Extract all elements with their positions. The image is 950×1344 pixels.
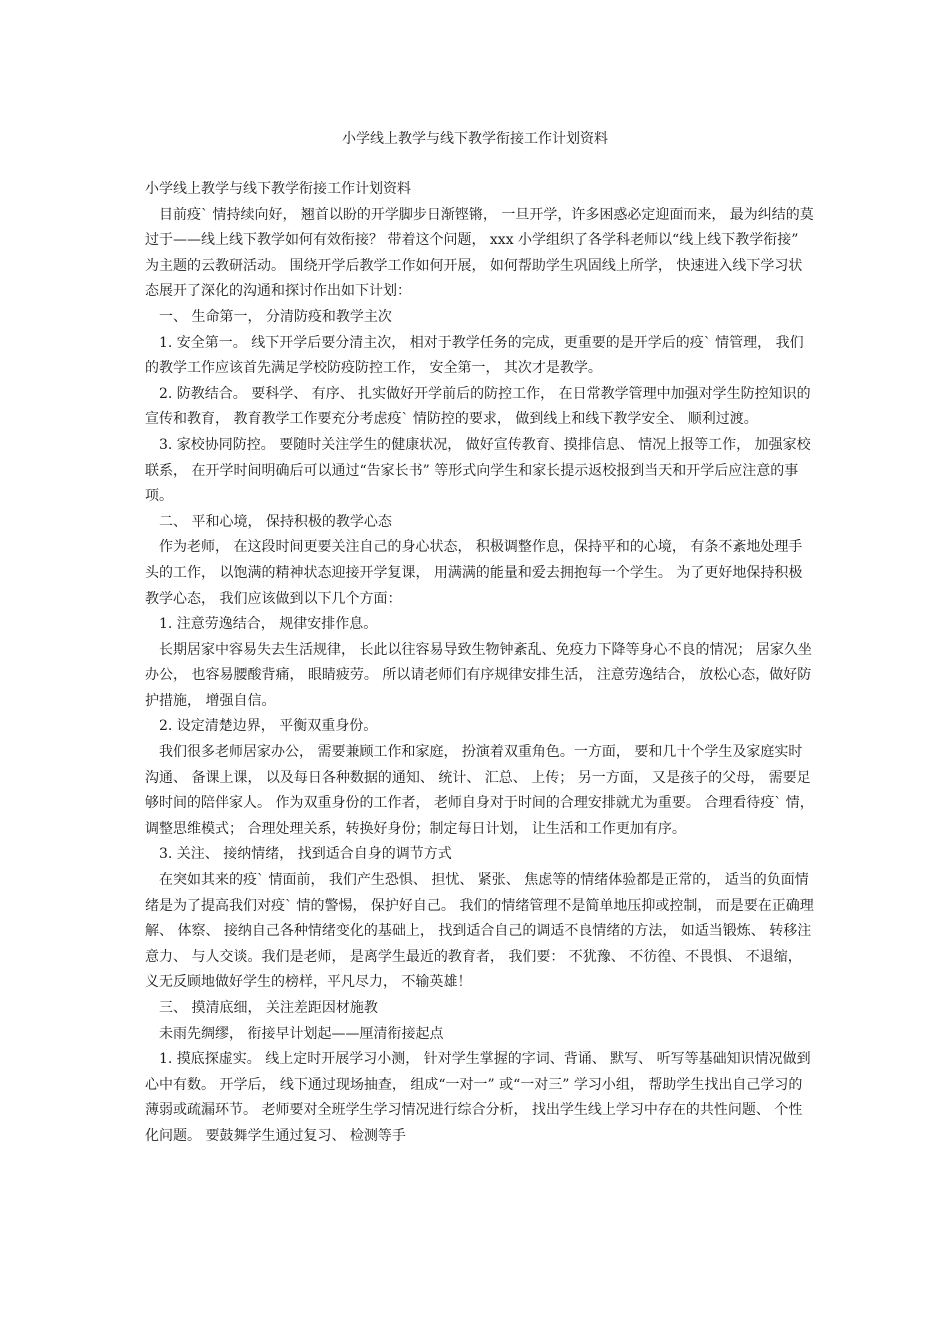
subsection-heading: 2. 设定清楚边界， 平衡双重身份。 [159, 718, 378, 735]
document-body [145, 177, 819, 1150]
section-heading: 一、 生命第一， 分清防疫和教学主次 [159, 308, 392, 325]
subsection-heading: 1. 注意劳逸结合， 规律安排作息。 [159, 616, 378, 633]
section-heading: 三、 摸清底细， 关注差距因材施教 [159, 1000, 378, 1016]
paragraph: 在突如其来的疫` 情面前， 我们产生恐惧、 担忧、 紧张、 焦虑等的情绪体验都是正常的， 适当的负面情绪是为了提高我们对疫` 情的警惕， 保护好自己。 我们的情绪管理不是简单地压抑或控制， 而是要在正确理解、 体察、 接纳自己各种情绪变化的基础上， 找到适合自己的调适不良情绪的方法， 如适当锻炼、 转移注意力、 与人交谈。我们是老师， 是离学生最近的教育者， 我们要： 不犹豫、 不彷徨、不畏惧、 不退缩， 义无反顾地做好学生的榜样，平凡尽力， 不输英雄！ [145, 872, 814, 991]
paragraph: 1. 安全第一。 线下开学后要分清主次， 相对于教学任务的完成，更重要的是开学后的疫` 情管理， 我们的教学工作应该首先满足学校防疫防控工作， 安全第一， 其次才是教学。 [145, 334, 804, 377]
section-heading: 二、 平和心境， 保持积极的教学心态 [159, 513, 392, 530]
paragraph: 目前疫` 情持续向好， 翘首以盼的开学脚步日渐铿锵， 一旦开学，许多困惑必定迎面而来， 最为纠结的莫过于——线上线下教学如何有效衔接？ 带着这个问题， xxx 小学组织了各学科老师以“线上线下教学衔接” 为主题的云教研活动。 围绕开学后教学工作如何开展， 如何帮助学生巩固线上所学， 快速进入线下学习状态展开了深化的沟通和探讨作出如下计划： [145, 206, 814, 300]
page-title: 小学线上教学与线下教学衔接工作计划资料 [342, 131, 608, 147]
paragraph: 作为老师， 在这段时间更要关注自己的身心状态， 积极调整作息，保持平和的心境， 有条不紊地处理手头的工作， 以饱满的精神状态迎接开学复课， 用满满的能量和爱去拥抱每一个学生。 为了更好地保持积极教学心态， 我们应该做到以下几个方面： [145, 539, 803, 607]
paragraph: 1. 摸底探虚实。 线上定时开展学习小测， 针对学生掌握的字词、背诵、 默写、 听写等基础知识情况做到心中有数。 开学后， 线下通过现场抽查， 组成“一对一” 或“一对三” 学习小组， 帮助学生找出自己学习的薄弱或疏漏环节。 老师要对全班学生学习情况进行综合分析， 找出学生线上学习中存在的共性问题、 个性化问题。 要鼓舞学生通过复习、 检测等手 [145, 1051, 811, 1144]
subsection-heading: 3. 关注、 接纳情绪， 找到适合自身的调节方式 [159, 846, 452, 863]
document-subtitle: 小学线上教学与线下教学衔接工作计划资料 [145, 181, 411, 197]
subsection-heading: 未雨先绸缪， 衔接早计划起——厘清衔接起点 [159, 1025, 444, 1042]
paragraph: 3. 家校协同防控。 要随时关注学生的健康状况， 做好宣传教育、摸排信息、 情况上报等工作， 加强家校联系， 在开学时间明确后可以通过“告家长书” 等形式向学生和家长提示返校报到当天和开学后应注意的事项。 [145, 436, 811, 505]
paragraph: 2. 防教结合。 要科学、 有序、 扎实做好开学前后的防控工作， 在日常教学管理中加强对学生防控知识的宣传和教育， 教育教学工作要充分考虑疫` 情防控的要求， 做到线上和线下教学安全、 顺利过渡。 [145, 385, 811, 428]
paragraph: 长期居家中容易失去生活规律， 长此以往容易导致生物钟紊乱、免疫力下降等身心不良的情况； 居家久坐办公， 也容易腰酸背痛， 眼睛疲劳。 所以请老师们有序规律安排生活， 注意劳逸结合， 放松心态，做好防护措施， 增强自信。 [145, 641, 812, 709]
paragraph: 我们很多老师居家办公， 需要兼顾工作和家庭， 扮演着双重角色。一方面， 要和几十个学生及家庭实时沟通、 备课上课， 以及每日各种数据的通知、 统计、 汇总、 上传； 另一方面， 又是孩子的父母， 需要足够时间的陪伴家人。 作为双重身份的工作者， 老师自身对于时间的合理安排就尤为重要。 合理看待疫` 情， 调整思维模式； 合理处理关系，转换好身份；制定每日计划， 让生活和工作更加有序。 [145, 744, 819, 837]
